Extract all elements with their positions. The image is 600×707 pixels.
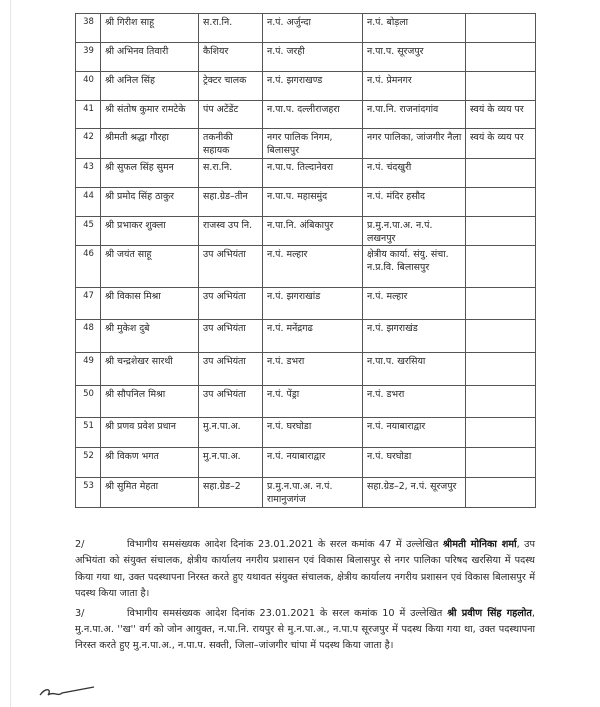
current-posting: न.पं. अर्जुन्दा [263,14,363,43]
new-posting: न.पं. प्रेमनगर [363,72,466,101]
post: स.रा.नि. [199,159,263,188]
transfer-table [75,13,536,508]
new-posting: न.पं. मंदिर हसौद [363,188,466,217]
table-row [76,288,536,320]
order-paragraphs [75,537,535,658]
remark: स्वयं के व्यय पर [466,101,536,129]
table-row [76,246,536,288]
remark [466,448,536,478]
current-posting: न.पा.प. दल्लीराजहरा [263,101,363,129]
serial-number: 53 [76,478,101,508]
new-posting: सहा.ग्रेड–2, न.पं. सूरजपुर [363,478,466,508]
table-row [76,418,536,448]
scan-edge-line [10,0,11,707]
new-posting: न.पा.नि. राजनांदगांव [363,101,466,129]
employee-name: श्री प्रमोद सिंह ठाकुर [101,188,199,217]
table-row [76,386,536,418]
current-posting: न.पं. डभरा [263,353,363,386]
post: मु.न.पा.अ. [199,448,263,478]
employee-name: श्री गिरीश साहू [101,14,199,43]
employee-name: श्री अनिल सिंह [101,72,199,101]
remark [466,14,536,43]
paragraph-text: विभागीय समसंख्यक आदेश दिनांक 23.01.2021 के सरल कमांक 10 में उल्लेखित [127,607,448,619]
table-row [76,188,536,217]
employee-name: श्री प्रभाकर शुक्ला [101,217,199,246]
paragraph-number: 2/ [75,539,85,550]
current-posting: न.पं. पेंड्रा [263,386,363,418]
serial-number: 42 [76,129,101,159]
current-posting: नगर पालिक निगम, बिलासपुर [263,129,363,159]
serial-number: 45 [76,217,101,246]
employee-name: श्री सुमित मेहता [101,478,199,508]
post: उप अभियंता [199,320,263,353]
new-posting: न.पं. मल्हार [363,288,466,320]
table-row [76,320,536,353]
current-posting: न.पं. मनेंद्रगढ [263,320,363,353]
post: स.रा.नि. [199,14,263,43]
serial-number: 46 [76,246,101,288]
new-posting: न.पं. झगराखंड [363,320,466,353]
serial-number: 47 [76,288,101,320]
remark [466,43,536,72]
serial-number: 51 [76,418,101,448]
current-posting: न.पं. घरघोडा [263,418,363,448]
post: तकनीकी सहायक [199,129,263,159]
employee-name: श्री अभिनव तिवारी [101,43,199,72]
remark [466,386,536,418]
post: उप अभियंता [199,288,263,320]
post: राजस्व उप नि. [199,217,263,246]
current-posting: न.पा.नि. अंबिकापुर [263,217,363,246]
table-row [76,478,536,508]
table-row [76,159,536,188]
table-row [76,129,536,159]
employee-name: श्री प्रणव प्रवेश प्रधान [101,418,199,448]
employee-name: श्री मुकेश दुबे [101,320,199,353]
current-posting: न.पा.प. महासमुंद [263,188,363,217]
serial-number: 49 [76,353,101,386]
post: उप अभियंता [199,353,263,386]
new-posting: प्र.मु.न.पा.अ. न.पं. लखनपुर [363,217,466,246]
employee-name: श्री संतोष कुमार रामटेके [101,101,199,129]
current-posting: प्र.मु.न.पा.अ. न.पं. रामानुजगंज [263,478,363,508]
remark [466,320,536,353]
post: ट्रेक्टर चालक [199,72,263,101]
paragraph-2 [75,537,535,603]
post: मु.न.पा.अ. [199,418,263,448]
employee-name: श्रीमती श्रद्धा गौरहा [101,129,199,159]
current-posting: न.पं. मल्हार [263,246,363,288]
post: उप अभियंता [199,246,263,288]
remark [466,72,536,101]
remark [466,217,536,246]
new-posting: न.पं. बोड़ला [363,14,466,43]
table-row [76,72,536,101]
table-row [76,353,536,386]
paragraph-text: , उप अभियंता को संयुक्त संचालक, क्षेत्रीय कार्यालय नगरीय प्रशासन एवं विकास बिलासपुर से नगर पालिका परिषद खरसिया में पदस्थ किया गया था, उक्त पदस्थापना निरस्त करते हुए यथावत संयुक्त संचालक, क्षेत्रीय कार्यालय नगरीय प्रशासन एवं विकास बिलासपुर में पदस्थ किया जाता है। [75,539,535,600]
employee-name: श्री जयंत साहू [101,246,199,288]
employee-name: श्री विकास मिश्रा [101,288,199,320]
current-posting: न.पा.प. तिल्दानेवरा [263,159,363,188]
post: पंप अटेंडेंट [199,101,263,129]
remark [466,353,536,386]
current-posting: न.पं. झगराखांड [263,288,363,320]
serial-number: 50 [76,386,101,418]
officer-name: श्री प्रवीण सिंह गहलोत [447,607,532,619]
table-row [76,43,536,72]
officer-name: श्रीमती मोनिका शर्मा [442,539,517,550]
employee-name: श्री सौपनिल मिश्रा [101,386,199,418]
employee-name: श्री सुफल सिंह सुमन [101,159,199,188]
new-posting: न.पं. नयाबाराद्वार [363,418,466,448]
serial-number: 43 [76,159,101,188]
post: सहा.ग्रेड–तीन [199,188,263,217]
new-posting: न.पं. चंदखुरी [363,159,466,188]
serial-number: 39 [76,43,101,72]
new-posting: न.पा.प. सूरजपुर [363,43,466,72]
new-posting: नगर पालिका, जांजगीर नैला [363,129,466,159]
post: सहा.ग्रेड–2 [199,478,263,508]
new-posting: न.पं. घरघोडा [363,448,466,478]
table-row [76,448,536,478]
remark [466,188,536,217]
post: उप अभियंता [199,386,263,418]
employee-name: श्री चन्द्रशेखर सारथी [101,353,199,386]
current-posting: न.पं. झगराखण्ड [263,72,363,101]
remark [466,246,536,288]
employee-name: श्री विकण भगत [101,448,199,478]
table-row [76,101,536,129]
serial-number: 40 [76,72,101,101]
remark: स्वयं के व्यय पर [466,129,536,159]
new-posting: न.पं. डभरा [363,386,466,418]
post: कैशियर [199,43,263,72]
new-posting: न.पा.प. खरसिया [363,353,466,386]
paragraph-text: विभागीय समसंख्यक आदेश दिनांक 23.01.2021 के सरल कमांक 47 में उल्लेखित [127,539,443,550]
current-posting: न.पं. नयाबाराद्वार [263,448,363,478]
serial-number: 41 [76,101,101,129]
remark [466,418,536,448]
remark [466,159,536,188]
current-posting: न.पं. जरही [263,43,363,72]
paragraph-text: , मु.न.पा.अ. ''ख'' वर्ग को जोन आयुक्त, न.पा.नि. रायपुर से मु.न.पा.अ., न.पा.प सूरजपुर में पदस्थ किया गया था, उक्त पदस्थापना निरस्त करते हुए मु.न.पा.अ., न.पा.प. सक्ती, जिला–जांजगीर चांपा में पदस्थ किया जाता है। [75,607,535,652]
table-row [76,217,536,246]
signature [38,685,98,703]
serial-number: 52 [76,448,101,478]
serial-number: 48 [76,320,101,353]
serial-number: 38 [76,14,101,43]
paragraph-3 [75,606,535,655]
new-posting: क्षेत्रीय कार्या. संयु. संचा. न.प्र.वि. बिलासपुर [363,246,466,288]
serial-number: 44 [76,188,101,217]
table-row [76,14,536,43]
remark [466,288,536,320]
paragraph-number: 3/ [75,607,85,619]
remark [466,478,536,508]
